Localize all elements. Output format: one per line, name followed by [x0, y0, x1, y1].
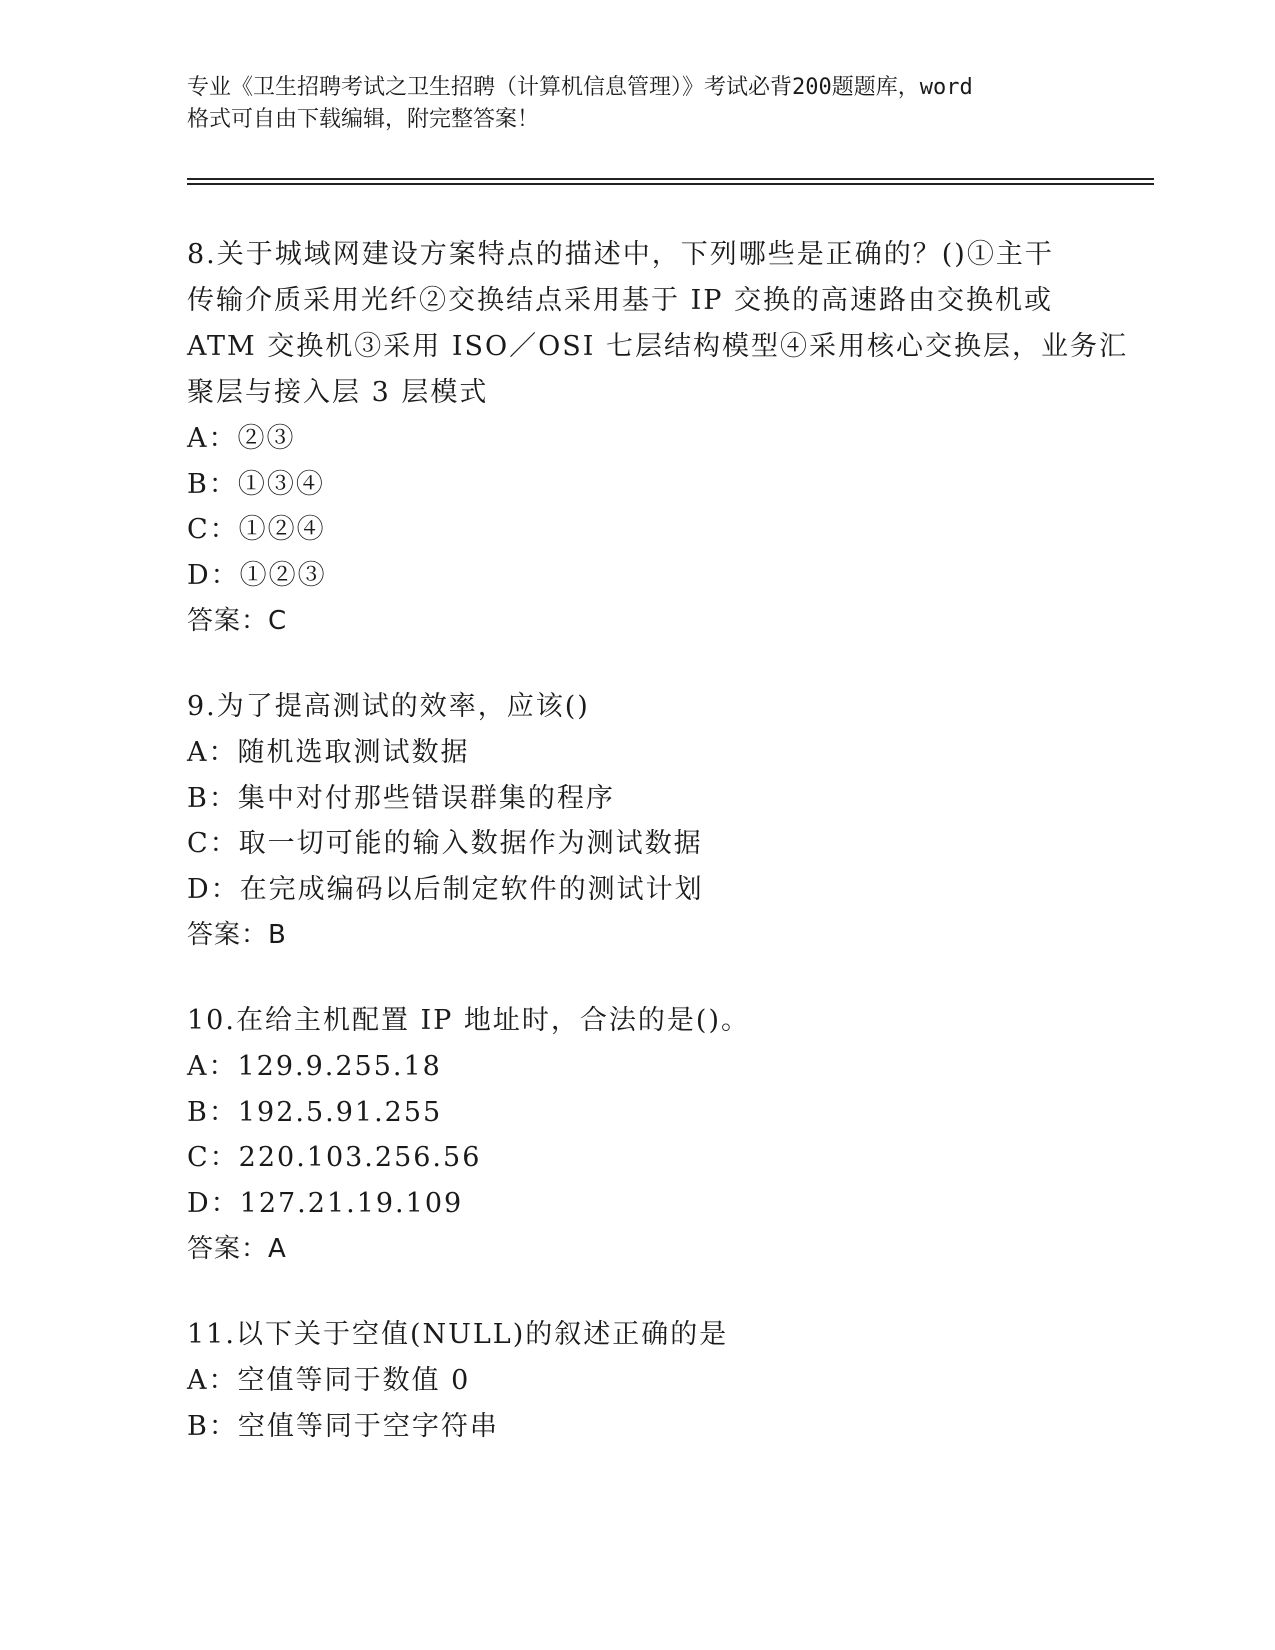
- question-stem-line: ATM 交换机③采用 ISO／OSI 七层结构模型④采用核心交换层，业务汇: [187, 331, 1129, 362]
- option-a: A：②③: [187, 423, 296, 454]
- option-b: B：①③④: [187, 468, 325, 500]
- option-d: D：在完成编码以后制定软件的测试计划: [187, 873, 704, 905]
- question-10: [187, 998, 1087, 1272]
- question-stem-line: 8.关于城域网建设方案特点的描述中，下列哪些是正确的？()①主干: [187, 239, 1054, 270]
- header-divider-bottom: [187, 183, 1154, 185]
- question-9: [187, 684, 1087, 958]
- question-stem-line: 10.在给主机配置 IP 地址时，合法的是()。: [187, 1005, 751, 1036]
- option-d: D：①②③: [187, 559, 327, 591]
- option-d: D：127.21.19.109: [187, 1187, 464, 1219]
- document-header: [187, 72, 1087, 136]
- option-a: A：空值等同于数值 0: [187, 1365, 471, 1396]
- answer-line: 答案：B: [187, 920, 287, 950]
- question-8: [187, 232, 1129, 644]
- question-stem-line: 传输介质采用光纤②交换结点采用基于 IP 交换的高速路由交换机或: [187, 285, 1053, 316]
- option-c: C：220.103.256.56: [187, 1142, 482, 1173]
- question-list: [187, 232, 1129, 1489]
- question-stem-line: 9.为了提高测试的效率，应该(): [187, 691, 590, 722]
- header-divider-top: [187, 178, 1154, 180]
- answer-line: 答案：C: [187, 606, 288, 636]
- option-b: B：空值等同于空字符串: [187, 1410, 499, 1442]
- option-c: C：①②④: [187, 514, 326, 545]
- option-c: C：取一切可能的输入数据作为测试数据: [187, 828, 703, 859]
- option-a: A：随机选取测试数据: [187, 737, 470, 768]
- option-b: B：集中对付那些错误群集的程序: [187, 782, 615, 814]
- question-stem-line: 11.以下关于空值(NULL)的叙述正确的是: [187, 1319, 729, 1350]
- header-line-2: 格式可自由下载编辑，附完整答案！: [187, 107, 540, 132]
- answer-line: 答案：A: [187, 1234, 287, 1264]
- option-b: B：192.5.91.255: [187, 1096, 443, 1128]
- option-a: A：129.9.255.18: [187, 1051, 442, 1082]
- question-11: [187, 1312, 1087, 1449]
- header-line-1: 专业《卫生招聘考试之卫生招聘（计算机信息管理）》考试必背200题题库，word: [187, 75, 973, 100]
- question-stem-line: 聚层与接入层 3 层模式: [187, 377, 489, 408]
